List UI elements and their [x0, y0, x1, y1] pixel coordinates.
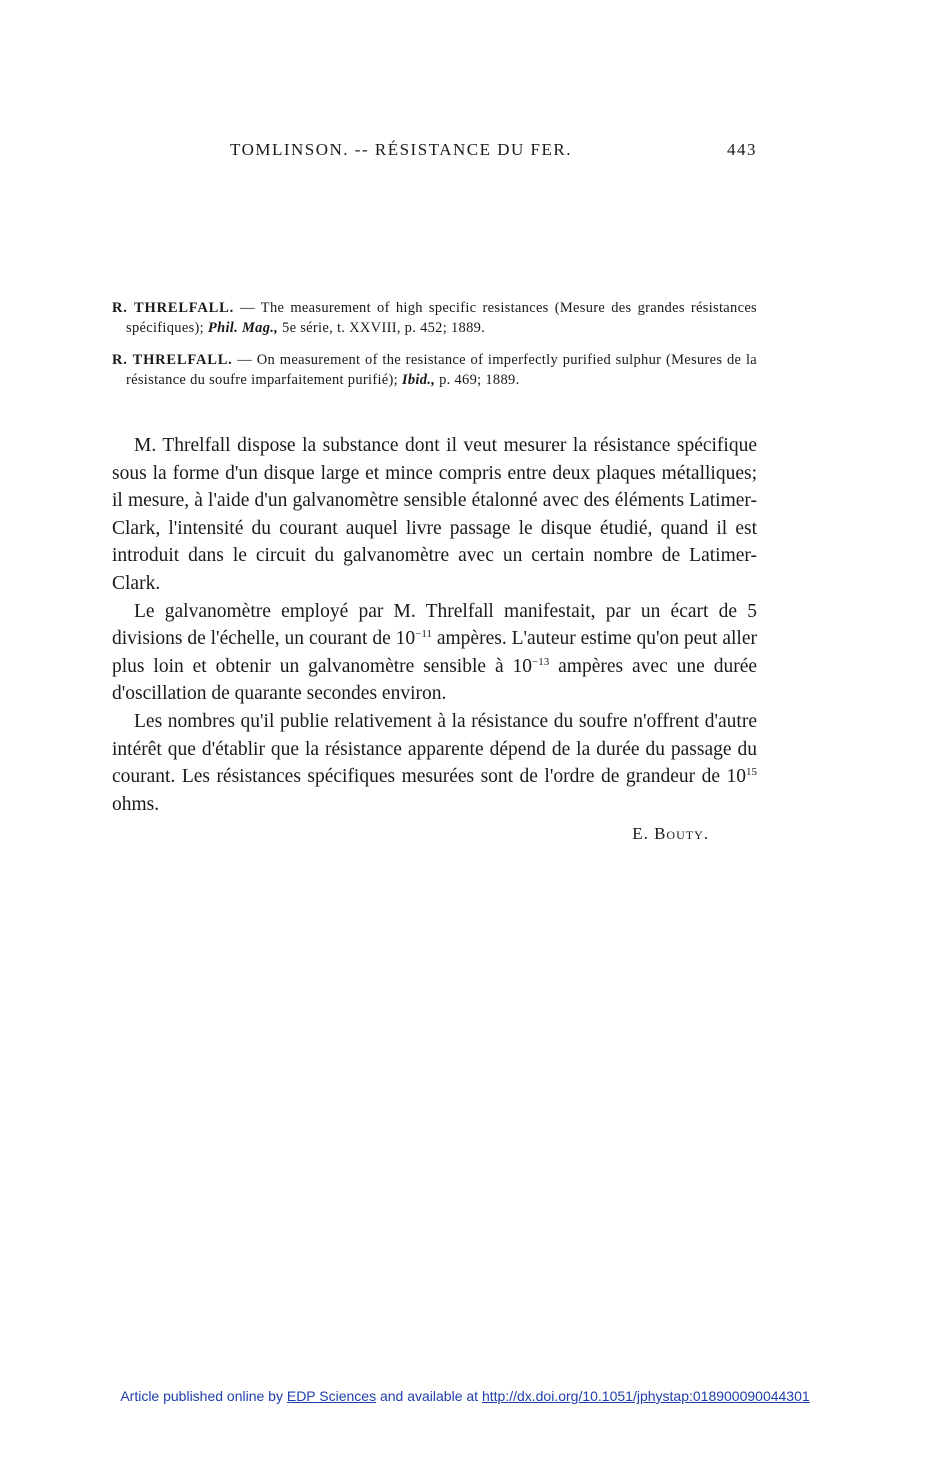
paragraph-text: ampères. L'auteur estime qu'on peut aller plus loin et obtenir un galvanomètre sensible à 10 — [112, 628, 757, 677]
reference-details: p. 469; 1889. — [435, 372, 520, 388]
paragraph-text: ohms. — [112, 793, 160, 815]
reference-author: R. THRELFALL. — [112, 300, 235, 316]
signature-initial: E. — [632, 824, 649, 844]
publication-footer — [0, 1388, 930, 1404]
footer-prefix: Article published online by — [120, 1388, 287, 1404]
paragraph-text: Les nombres qu'il publie relativement à la résistance du soufre n'offrent d'autre intérêt que d'établir que la résistance apparente dépend de la durée du passage du courant. Les résistances spécifiques mesurées sont de l'ordre de grandeur de 10 — [112, 710, 757, 788]
reference-entry — [112, 298, 757, 338]
exponent: −11 — [415, 628, 432, 641]
exponent: −13 — [532, 655, 550, 668]
publisher-link[interactable]: EDP Sciences — [286, 1388, 377, 1404]
page-number: 443 — [727, 140, 757, 159]
exponent: 15 — [746, 766, 757, 779]
running-head — [112, 140, 757, 164]
reference-journal: Phil. Mag., — [207, 320, 279, 336]
author-signature — [112, 820, 709, 848]
reference-journal: Ibid., — [401, 372, 436, 388]
body-paragraph — [112, 598, 757, 708]
reference-list — [112, 298, 757, 402]
reference-title: — The measurement of high specific resistances (Mesure des grandes résistances spécifiques); — [126, 300, 758, 336]
reference-details: 5e série, t. XXVIII, p. 452; 1889. — [278, 320, 486, 336]
paragraph-text: Le galvanomètre employé par M. Threlfall manifestait, par un écart de 5 divisions de l'échelle, un courant de 10 — [112, 600, 757, 650]
paragraph-text: ampères avec une durée d'oscillation de quarante secondes environ. — [112, 655, 758, 705]
reference-title: — On measurement of the resistance of imperfectly purified sulphur (Mesures de la résistance du soufre imparfaitement purifié); — [126, 352, 758, 388]
body-paragraph — [112, 708, 757, 818]
running-title: TOMLINSON. -- RÉSISTANCE DU FER. — [230, 140, 572, 159]
reference-entry — [112, 350, 757, 390]
article-body — [112, 432, 757, 848]
footer-middle: and available at — [376, 1388, 482, 1404]
reference-author: R. THRELFALL. — [112, 352, 233, 368]
doi-link[interactable]: http://dx.doi.org/10.1051/jphystap:018900090044301 — [481, 1388, 810, 1404]
body-paragraph: M. Threlfall dispose la substance dont il veut mesurer la résistance spécifique sous la forme d'un disque large et mince compris entre deux plaques métalliques; il mesure, à l'aide d'un galvanomètre sensible étalonné avec des éléments Latimer-Clark, l'intensité du courant auquel livre passage le disque étudié, quand il est introduit dans le circuit du galvanomètre avec un certain nombre de Latimer-Clark. — [112, 435, 757, 594]
signature-name: Bouty. — [654, 824, 709, 844]
